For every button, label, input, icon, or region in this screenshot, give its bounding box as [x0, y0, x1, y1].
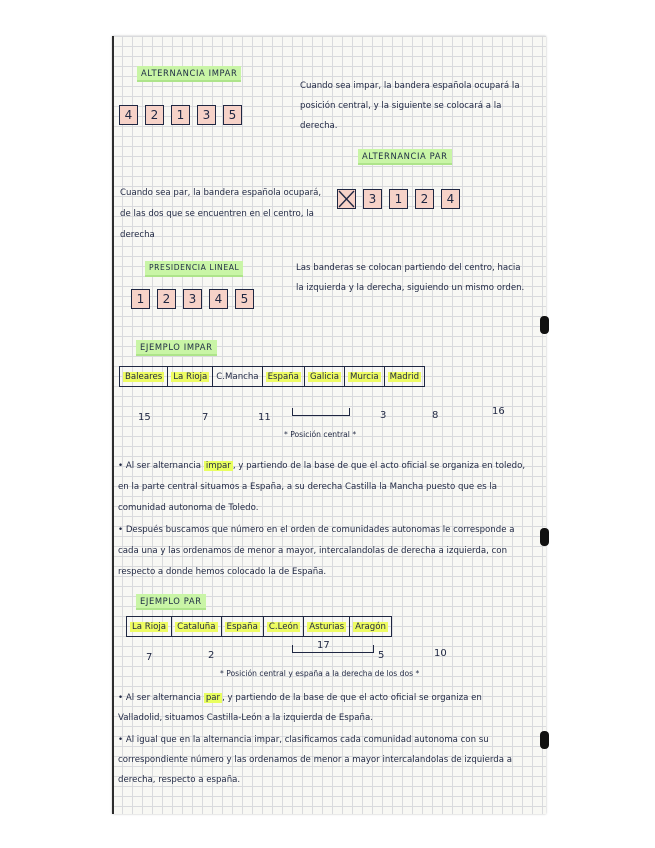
region-number: 10	[434, 648, 447, 659]
flag-box: 5	[223, 105, 242, 125]
par-highlight: par	[205, 693, 221, 703]
region-cell	[127, 617, 172, 637]
heading-ejemplo-impar: EJEMPLO IMPAR	[136, 340, 217, 356]
par-paragraph-1-end: , y partiendo de la base de que el acto oficial se organiza en Valladolid, situamos Castilla-León a la izquierda de España.	[118, 693, 482, 723]
par-paragraph-1-start: Al ser alternancia	[125, 693, 202, 703]
flag-box: 4	[209, 289, 228, 309]
flag-box: 3	[197, 105, 216, 125]
flag-box: 1	[389, 189, 408, 209]
region-label: Murcia	[350, 371, 379, 382]
notebook-page	[112, 36, 546, 814]
par-boxes	[337, 189, 460, 209]
flag-box: 1	[131, 289, 150, 309]
region-label: España	[226, 621, 258, 632]
region-number: 2	[208, 650, 215, 661]
region-number: 5	[378, 650, 385, 661]
region-number: 16	[492, 406, 505, 417]
impar-boxes	[119, 105, 242, 125]
par-regions-table	[126, 616, 392, 637]
region-label: La Rioja	[132, 621, 167, 632]
flag-box: 2	[415, 189, 434, 209]
region-label: Galicia	[309, 371, 340, 382]
cross-icon	[338, 190, 355, 208]
heading-ejemplo-par: EJEMPLO PAR	[136, 594, 206, 610]
flag-box: 3	[363, 189, 382, 209]
flag-box: 2	[145, 105, 164, 125]
impar-paragraph-2-text: Después buscamos que número en el orden de comunidades autonomas le corresponde a cada una y las ordenamos de menor a mayor, intercalandolas de derecha a izquierda, con respecto a donde hemos colocado la de España.	[118, 525, 515, 577]
region-cell	[345, 367, 385, 387]
heading-alternancia-impar: ALTERNANCIA IMPAR	[137, 66, 241, 82]
impar-paragraph-1-end: , y partiendo de la base de que el acto oficial se organiza en toledo, en la parte central situamos a España, a su derecha Castilla la Mancha puesto que es la comunidad autonoma de Toledo.	[118, 461, 526, 513]
table-row	[120, 367, 425, 387]
region-label: Baleares	[125, 371, 163, 382]
par-paragraph-2-text: Al igual que en la alternancia impar, clasificamos cada comunidad autonoma con su correspondiente número y las ordenamos de menor a mayor intercalandolas de izquierda a derecha, respecto a españa.	[118, 735, 512, 785]
binder-hole	[540, 731, 549, 749]
heading-alternancia-par: ALTERNANCIA PAR	[358, 149, 452, 165]
par-paragraph-2: • Al igual que en la alternancia impar, clasificamos cada comunidad autonoma con su correspondiente número y las ordenamos de menor a mayor intercalandolas de izquierda a derecha, respecto a españa.	[118, 735, 512, 785]
region-label: Asturias	[309, 621, 345, 632]
region-cell	[304, 617, 350, 637]
region-cell	[213, 367, 262, 387]
region-number: 11	[258, 412, 271, 423]
impar-regions-table	[119, 366, 425, 387]
region-cell	[350, 617, 392, 637]
region-cell	[168, 367, 213, 387]
center-note-text: Posición central y españa a la derecha de los dos	[226, 669, 414, 678]
flag-box: 5	[235, 289, 254, 309]
region-number: 17	[317, 640, 330, 651]
impar-description: Cuando sea impar, la bandera española ocupará la posición central, y la siguiente se colocará a la derecha.	[300, 81, 520, 131]
heading-presidencia-lineal: PRESIDENCIA LINEAL	[145, 261, 243, 277]
region-cell	[263, 617, 303, 637]
lineal-description: Las banderas se colocan partiendo del centro, hacia la izquierda y la derecha, siguiendo un mismo orden.	[296, 263, 525, 293]
region-cell	[384, 367, 425, 387]
region-label: C.León	[268, 621, 299, 632]
region-cell	[120, 367, 168, 387]
crossed-box	[337, 189, 356, 209]
region-number: 8	[432, 410, 439, 421]
impar-highlight: impar	[205, 461, 231, 471]
binder-hole	[540, 528, 549, 546]
center-note-text: Posición central	[290, 430, 350, 439]
flag-box: 2	[157, 289, 176, 309]
par-description: Cuando sea par, la bandera española ocupará, de las dos que se encuentren en el centro, la derecha	[120, 188, 322, 240]
binder-hole	[540, 316, 549, 334]
center-note: * Posición central *	[284, 430, 357, 439]
region-label: España	[267, 371, 299, 382]
region-label: Madrid	[389, 371, 420, 382]
table-row	[127, 617, 392, 637]
impar-paragraph-2: • Después buscamos que número en el orden de comunidades autonomas le corresponde a cada una y las ordenamos de menor a mayor, intercalandolas de derecha a izquierda, con respecto a donde hemos colocado la de España.	[118, 525, 515, 577]
center-bracket	[292, 645, 374, 653]
flag-box: 4	[441, 189, 460, 209]
region-cell	[221, 617, 263, 637]
flag-box: 1	[171, 105, 190, 125]
region-cell	[262, 367, 304, 387]
flag-box: 4	[119, 105, 138, 125]
center-bracket	[292, 408, 350, 416]
region-number: 7	[146, 652, 153, 663]
region-label: Cataluña	[177, 621, 216, 632]
impar-paragraph-1-start: Al ser alternancia	[125, 461, 202, 471]
region-number: 15	[138, 412, 151, 423]
region-label: C.Mancha	[216, 371, 259, 382]
impar-paragraph-1: • Al ser alternancia impar , y partiendo de la base de que el acto oficial se organiza en toledo, en la parte central situamos a España, a su derecha Castilla la Mancha puesto que es la comunidad autonoma de Toledo.	[118, 461, 526, 513]
region-number: 3	[380, 410, 387, 421]
page-edge	[112, 36, 114, 814]
lineal-boxes	[131, 289, 254, 309]
region-number: 7	[202, 412, 209, 423]
center-note: * Posición central y españa a la derecha de los dos *	[220, 669, 420, 678]
region-cell	[172, 617, 221, 637]
region-label: La Rioja	[173, 371, 208, 382]
par-paragraph-1: • Al ser alternancia par , y partiendo de la base de que el acto oficial se organiza en Valladolid, situamos Castilla-León a la izquierda de España.	[118, 693, 482, 723]
region-cell	[304, 367, 344, 387]
flag-box: 3	[183, 289, 202, 309]
region-label: Aragón	[355, 621, 386, 632]
